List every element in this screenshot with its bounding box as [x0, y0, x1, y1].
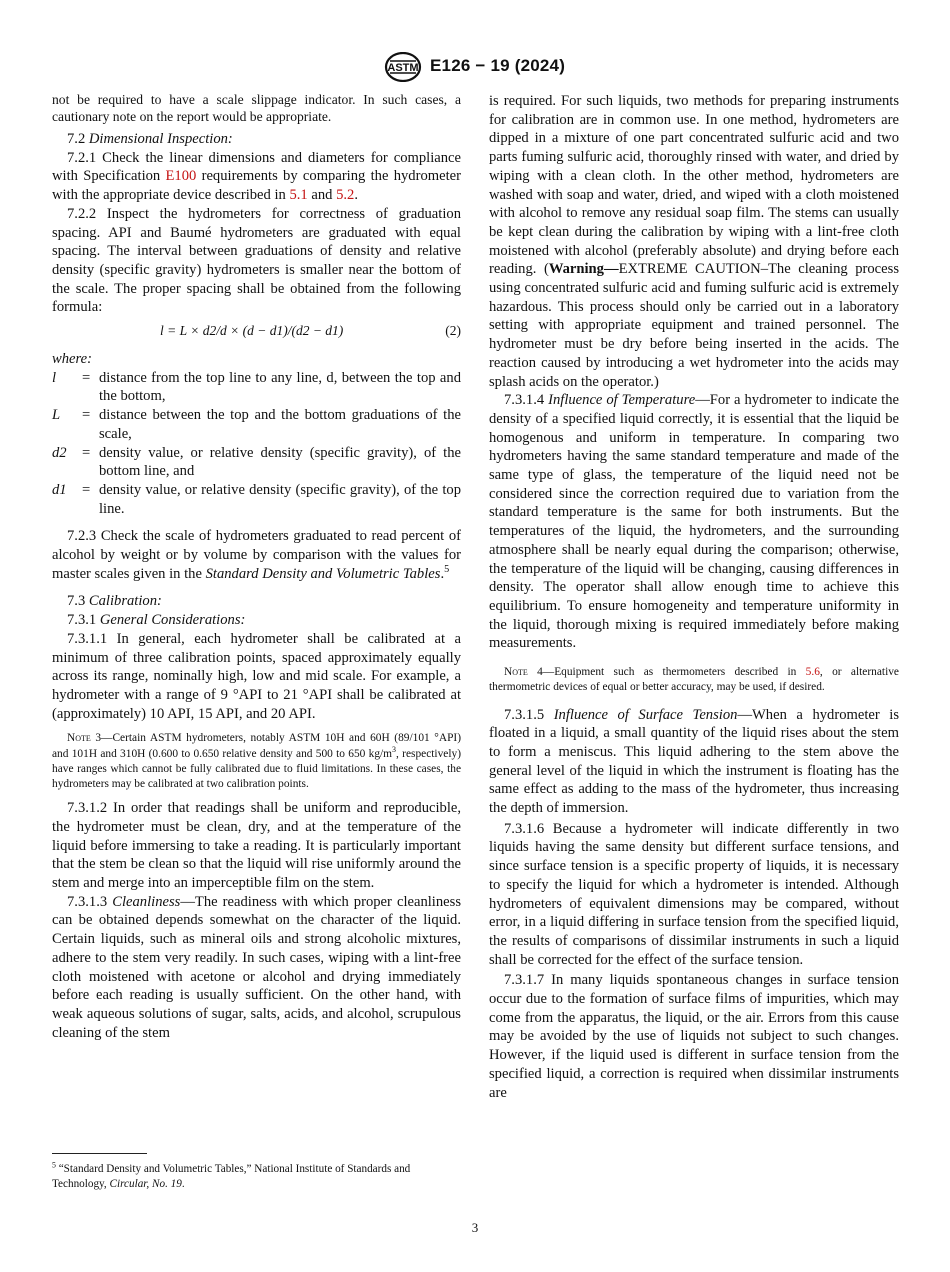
page-number: 3	[471, 1220, 479, 1235]
paragraph-continued: not be required to have a scale slippage indicator. In such cases, a cautionary note on the report would be appropriate.	[52, 92, 461, 124]
footnote-marker: 5	[444, 563, 450, 575]
page-header	[0, 56, 950, 82]
paragraph-7-3-1-6: 7.3.1.6 Because a hydrometer will indicate differently in two liquids having the same density but different surface tensions, and since surface tension is a specific property of liquids, it is necessary to specify the liquid for which a hydrometer is intended. Although hydrometers of equivalent dimensions may be compared, without error, in a liquid differing in surface tension from the specified liquid, the results of comparisons of dissimilar instruments in such a liquid shall be corrected for the effect of the surface tension.	[489, 820, 899, 968]
document-designation: E126 − 19 (2024)	[430, 56, 566, 75]
note-4: Note 4—Equipment such as thermometers described in 5.6, or alternative thermometric devices of equal or better accuracy, may be used, if desired.	[489, 666, 899, 694]
equation-2	[52, 320, 461, 342]
astm-logo-icon	[384, 52, 422, 82]
left-column	[52, 92, 461, 1042]
definition-item: l = distance from the top line to any line, d, between the top and the bottom,	[52, 369, 461, 405]
paragraph-7-3-1-4: 7.3.1.4 Influence of Temperature—For a hydrometer to indicate the density of a specified liquid correctly, it is essential that the liquid be homogenous and uniform in temperature. In comparing two hydrometers having the same standard temperature and made of the same type of glass, the temperature of the liquid need not be considered since the correction required due to variation from the standard temperature is the same for both instruments. But the temperatures of the liquid, the hydrometers, and the surrounding atmosphere shall be nearly equal during the comparison; otherwise, the temperature of the liquid will be changing, causing differences in density. The operator shall allow enough time to achieve this equilibrium. To ensure homogeneity and temperature uniformity in the liquid, thorough mixing is required immediately before making measurements.	[489, 392, 900, 652]
astm-logo-text: ASTM	[387, 62, 419, 74]
paragraph-7-2-2: 7.2.2 Inspect the hydrometers for correctness of graduation spacing. API and Baumé hydrometers are graduated with equal spacing. The interval between graduations of density and relative density (specific gravity) hydrometers is smaller near the bottom of the scale. The proper spacing shall be obtained from the following formula:	[52, 205, 461, 316]
paragraph-7-2-3: 7.2.3 Check the scale of hydrometers graduated to read percent of alcohol by weight or by volume by comparison with the values for master scales given in the Standard Density and Volumetric Tables.$^5$	[52, 528, 461, 582]
section-7-3-1-heading: 7.3.1 General Considerations:	[67, 612, 246, 629]
where-label: where:	[52, 351, 92, 368]
section-7-2-heading: 7.2 Dimensional Inspection:	[67, 131, 233, 147]
paragraph-7-3-1-3: 7.3.1.3 Cleanliness—The readiness with which proper cleanliness can be obtained depends somewhat on the character of the liquid. Certain liquids, such as mineral oils and strong alcoholic mixtures, adhere to the stem very readily. In such cases, wiping with a lint-free cloth moistened with acetone or alcohol and drying immediately before each reading is usually sufficient. On the other hand, with weak aqueous solutions of sugar, salts, acids, and alcohol, scrupulous cleaning of the stem	[52, 893, 461, 1041]
equation-expression: l = L × d2/d × (d − d1)/(d2 − d1)	[160, 323, 344, 339]
definition-item: L = distance between the top and the bottom graduations of the scale,	[52, 407, 461, 442]
definition-item: d1 = density value, or relative density (specific gravity), of the top line.	[52, 481, 461, 517]
ref-5-1-link[interactable]: 5.1	[289, 187, 308, 204]
ref-5-2-link[interactable]: 5.2	[336, 187, 355, 204]
ref-5-6-link[interactable]: 5.6	[805, 666, 820, 679]
footnote-5: $^5$ “Standard Density and Volumetric Tables,” National Institute of Standards and Technology, Circular, No. 19.	[52, 1160, 411, 1191]
right-column	[489, 92, 899, 1102]
definition-item: d2 = density value, or relative density (specific gravity), of the bottom line, and	[52, 444, 461, 480]
paragraph-7-2-1: 7.2.1 Check the linear dimensions and diameters for compliance with Specification E100 requirements by comparing the hydrometer with the appropriate device described in 5.1 and 5.2.	[52, 149, 461, 204]
paragraph-7-3-1-2: 7.3.1.2 In order that readings shall be uniform and reproducible, the hydrometer must be clean, dry, and at the temperature of the liquid before immersing to take a reading. It is particularly important that the stem be clean so that the liquid will rise uniformly around the stem and merge into an imperceptible film on the stem.	[52, 800, 461, 892]
paragraph-7-3-1-1: 7.3.1.1 In general, each hydrometer shall be calibrated at a minimum of three calibration points, spaced approximately equally across its range, nominally high, low and mid scale. For example, a hydrometer with a range of 9 °API to 21 °API shall be calibrated at (approximately) 10 API, 15 API, and 20 API.	[52, 630, 461, 722]
note-3: Note 3—Certain ASTM hydrometers, notably ASTM 10H and 60H (89/101 °API) and 101H and 310H (0.600 to 0.650 relative density and 500 to 650 $kg/m^3$, respectively) have ranges which cannot be fully calibrated due to fluid limitations. In these cases, the hydrometers may be calibrated at two calibration points.	[52, 732, 461, 790]
paragraph-7-3-1-5: 7.3.1.5 Influence of Surface Tension—When a hydrometer is floated in a liquid, a small quantity of the liquid rises about the stem to form a meniscus. This liquid adhering to the stem above the general level of the liquid in which the instrument is floating has the same effect as adding to the mass of the hydrometer, thus increasing the depth of immersion.	[489, 706, 900, 817]
variable-definitions	[52, 369, 461, 519]
footnote-divider	[52, 1153, 147, 1154]
paragraph-continued-cleanliness: is required. For such liquids, two methods for preparing instruments for calibration are in common use. In one method, hydrometers are dipped in a mixture of one part concentrated sulfuric acid and two parts fuming sulfuric acid, thoroughly rinsed with water, and dried by wiping with a clean cloth. In the other method, hydrometers are washed with soap and water, dried, and wiped with a cloth moistened with alcohol to remove any residual soap film. The stems can usually be kept clean during the calibration by wiping with a lint-free cloth moistened with alcohol (preferably absolute) and drying before each reading. (Warning—EXTREME CAUTION–The cleaning process using concentrated sulfuric acid and fuming sulfuric acid is extremely hazardous. This process should only be carried out in a laboratory setting with appropriate equipment and trained personnel. The hydrometer must be dry before being inserted in the acids. The reaction caused by introducing a wet hydrometer into the acids may splash acids on the operator.)	[489, 93, 899, 390]
ref-e100-link[interactable]: E100	[165, 168, 197, 185]
section-7-3-heading: 7.3 Calibration:	[67, 593, 162, 610]
equation-number: (2)	[445, 323, 461, 339]
paragraph-7-3-1-7: 7.3.1.7 In many liquids spontaneous changes in surface tension occur due to the formation of surface films of impurities, which may come from the apparatus, the liquid, or the air. Errors from this cause may be avoided by the use of liquids not subject to such changes. However, if the liquid used is different in surface tension from the specified liquid, a correction is required when dissimilar instruments are	[489, 972, 899, 1101]
